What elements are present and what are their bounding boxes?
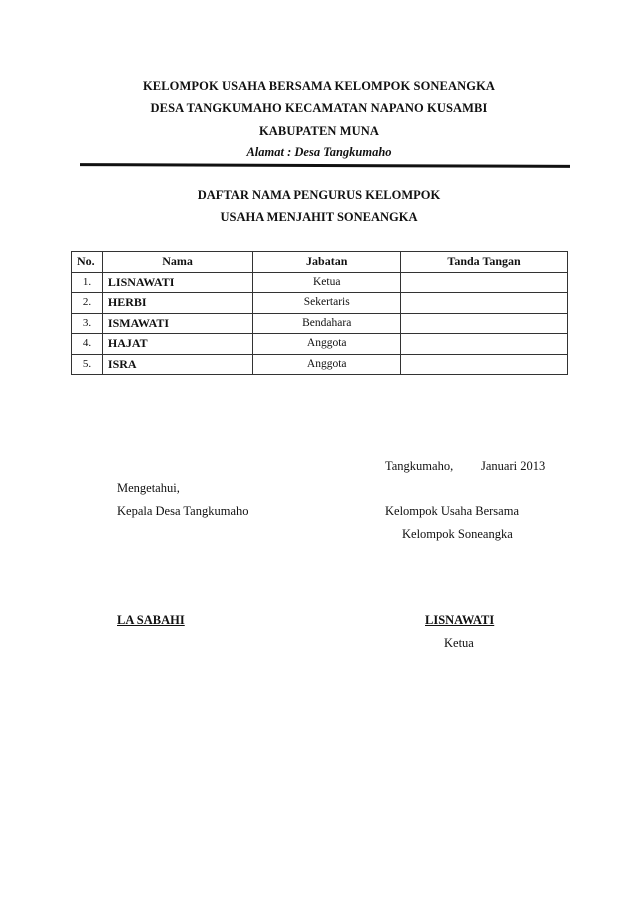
letterhead-divider [80,163,570,168]
signature-cell [401,272,568,293]
member-name: LISNAWATI [102,272,252,293]
signature-cell [401,313,568,334]
member-name: ISRA [102,354,252,375]
acknowledged-label: Mengetahui, [117,481,180,495]
table-header-row [72,252,568,273]
row-number: 4. [72,334,103,355]
table-row [72,354,568,375]
column-header-nama: Nama [102,252,252,273]
chairperson-role: Ketua [444,636,474,650]
village-head-role: Kepala Desa Tangkumaho [117,504,249,518]
member-name: ISMAWATI [102,313,252,334]
organization-line-1: Kelompok Usaha Bersama [385,504,519,518]
signature-cell [401,293,568,314]
member-position: Anggota [253,334,401,355]
organization-line-2: Kelompok Soneangka [402,527,513,541]
letterhead-line-1: KELOMPOK USAHA BERSAMA KELOMPOK SONEANGKA [142,79,496,93]
row-number: 1. [72,272,103,293]
letterhead-line-2: DESA TANGKUMAHO KECAMATAN NAPANO KUSAMBI [150,101,488,115]
column-header-jabatan: Jabatan [253,252,401,273]
date-text: Januari 2013 [481,459,546,473]
table-row [72,272,568,293]
signature-cell [401,334,568,355]
village-head-name: LA SABAHI [117,613,185,627]
member-position: Anggota [253,354,401,375]
table-row [72,293,568,314]
table-row [72,334,568,355]
document-title-line-1: DAFTAR NAMA PENGURUS KELOMPOK [197,188,441,202]
letterhead-line-3: KABUPATEN MUNA [258,124,380,138]
member-name: HERBI [102,293,252,314]
member-position: Ketua [253,272,401,293]
row-number: 5. [72,354,103,375]
letterhead-address: Alamat : Desa Tangkumaho [246,145,392,159]
member-name: HAJAT [102,334,252,355]
document-title-line-2: USAHA MENJAHIT SONEANGKA [220,210,418,224]
table-row [72,313,568,334]
chairperson-name: LISNAWATI [425,613,495,627]
place-text: Tangkumaho, [385,459,454,473]
column-header-tanda-tangan: Tanda Tangan [401,252,568,273]
members-table [71,251,568,375]
member-position: Bendahara [253,313,401,334]
signature-cell [401,354,568,375]
row-number: 2. [72,293,103,314]
column-header-no: No. [72,252,103,273]
member-position: Sekertaris [253,293,401,314]
row-number: 3. [72,313,103,334]
